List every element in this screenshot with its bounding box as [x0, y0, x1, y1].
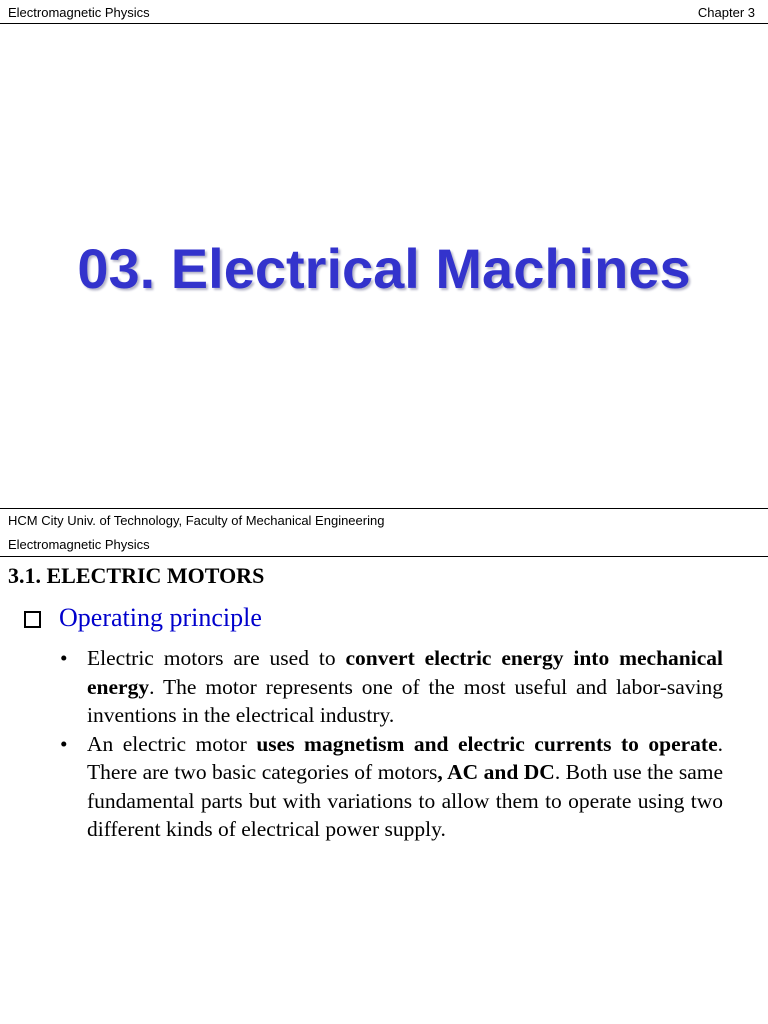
slide1-footer-rule	[0, 508, 768, 509]
bullet-text: . The motor represents one of the most useful and labor-saving inventions in the electrical industry.	[87, 674, 723, 727]
subheading	[24, 601, 262, 635]
slide-title	[0, 235, 768, 303]
slide1-footer-text: HCM City Univ. of Technology, Faculty of Mechanical Engineering	[8, 513, 385, 528]
checkbox-square-icon	[24, 611, 41, 628]
bullet-text: Electric motors are used to	[87, 646, 346, 670]
slide1-header-rule	[0, 23, 768, 24]
section-heading: 3.1. ELECTRIC MOTORS	[8, 563, 265, 588]
bullet-text: . Both use the same fundamental parts but with variations to allow them to operate using two different kinds of electrical power supply.	[87, 760, 723, 841]
bullet-dot-icon: •	[60, 731, 68, 756]
slide2-header-rule	[0, 556, 768, 557]
bullet-bold-text: convert electric energy into mechanical energy	[87, 646, 723, 699]
bullet-item	[58, 730, 723, 844]
bullet-text: . There are two basic categories of motors	[87, 731, 723, 784]
bullet-dot-icon: •	[60, 646, 68, 670]
slide-title-text: Electrical Machines	[170, 237, 691, 300]
slide2-header-left: Electromagnetic Physics	[8, 537, 150, 552]
subheading-label: Operating principle	[59, 603, 262, 632]
bullet-item	[58, 644, 723, 730]
bullet-text: An electric motor	[87, 731, 257, 756]
bullet-list	[58, 644, 723, 844]
slide1-header-right: Chapter 3	[697, 5, 755, 20]
slide-title-number: 03.	[77, 237, 156, 300]
bullet-bold-text: uses magnetism and electric currents to operate	[256, 731, 718, 756]
slide1-header-left: Electromagnetic Physics	[8, 5, 150, 20]
bullet-bold-text: , AC and DC	[437, 760, 555, 784]
